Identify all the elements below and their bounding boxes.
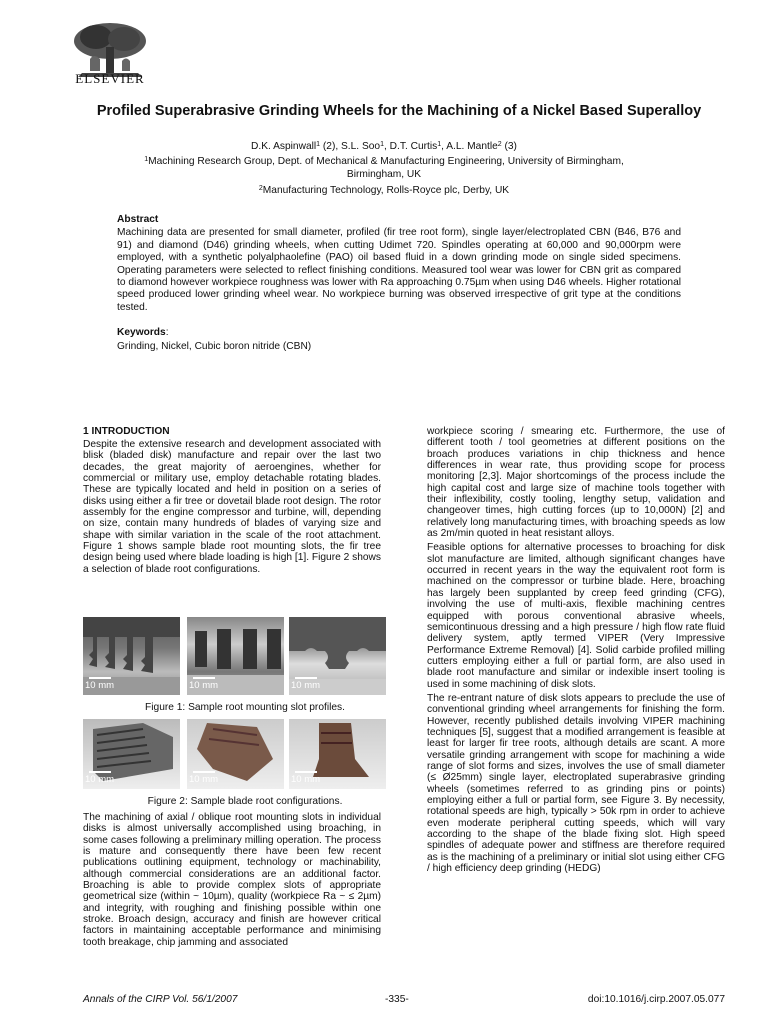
keywords: Keywords: Grinding, Nickel, Cubic boron nitride (CBN): [117, 327, 681, 354]
affiliation-1: $^1$Machining Research Group, Dept. of Mechanical & Manufacturing Engineering, University of Birmingham, Birmingham, UK: [144, 156, 624, 180]
footer-doi: doi:10.1016/j.cirp.2007.05.077: [587, 994, 725, 1005]
paper-title: Profiled Superabrasive Grinding Wheels for the Machining of a Nickel Based Superalloy: [96, 103, 702, 119]
abstract: [117, 214, 681, 314]
affiliation-2: $^2$Manufacturing Technology, Rolls-Royce plc, Derby, UK: [258, 185, 510, 196]
publisher-name: ELSEVIER: [75, 71, 145, 86]
author-line: D.K. Aspinwall$^1$ (2), S.L. Soo$^1$, D.T. Curtis$^1$, A.L. Mantle$^2$ (3): [251, 141, 517, 152]
intro-paragraph-2: The machining of axial / oblique root mounting slots in individual disks is almost universally accomplished using broaching, in some cases following a preliminary milling operation. The process is mature and consequently there have been few recent publications outlining equipment, technology or machinability, although commercial considerations are an additional factor. Broaching is able to provide complex slots of appropriate geometrical size (within ~ 10µm), quality (workpiece Ra ~ ≤ 2µm) and integrity, with roughing and finishing possible within one stroke. Broach design, accuracy and finish are however critical factors in maintaining acceptable performance and minimising tooth breakage, chip jamming and associated: [83, 812, 381, 948]
footer-page-number: -335-: [385, 994, 409, 1005]
figure2-photo-1: 10 mm: [83, 719, 180, 789]
figure2-photo-2: 10 mm: [187, 719, 284, 789]
keywords-heading: Keywords: [117, 327, 166, 338]
figure2-photo-3: 10 mm: [289, 719, 386, 789]
intro-paragraph-4: Feasible options for alternative processes to broaching for disk slot manufacture are limited, although significant changes have occurred in recent years in the way the equivalent root form is machined on the compressor or turbine blade. Here, broaching has largely been supplanted by creep feed grinding (CFG), involving the use of multi-axis, flexible machining centres equipped with porous conventional abrasive wheels, semicontinuous dressing and a high pressure / high flow rate fluid delivery system, aptly termed VIPER (Very Impressive Performance Extreme Removal) [4]. Solid carbide profiled milling cutters employing either a full or partial form, are also used in blade root manufacture and similar or indexible insert tooling is used in some machining of disk slots.: [427, 542, 725, 690]
intro-paragraph-1: Despite the extensive research and development associated with blisk (bladed disk) manufacture and repair over the last two decades, the great majority of aeroengines, whether for commercial or military use, employ detachable rotating blades. These are typically located and held in position on a series of disks using either a fir tree or dovetail blade root design. The rotor assembly for the engine compressor and turbine, will, depending on size, contain many hundreds of blades of varying size and shape with similar variation in the scale of the root attachment. Figure 1 shows sample blade root mounting slots, the fir tree design being used where blade loading is high [1]. Figure 2 shows a selection of blade root configurations.: [83, 439, 381, 575]
abstract-heading: Abstract: [117, 214, 159, 225]
right-column: [427, 426, 725, 874]
figure1-photo-2: 10 mm: [187, 617, 284, 695]
figure1-caption: Figure 1: Sample root mounting slot profiles.: [145, 702, 345, 713]
footer-journal: Annals of the CIRP Vol. 56/1/2007: [83, 994, 238, 1005]
intro-paragraph-3: workpiece scoring / smearing etc. Furthermore, the use of different tooth / tool geometries at different positions on the broach produces variations in chip thickness and hence differences in wear rate, thus providing scope for process monitoring [2,3]. Major shortcomings of the process include the high capital cost and large size of machine tools together with their inflexibility, costly tooling, lengthy setup, validation and changeover times, high cutting forces (up to 10,000N) [2] and relatively long manufacturing times, with broaching speeds as low as 2m/min quoted in heat resistant alloys.: [427, 426, 725, 540]
keywords-text: Grinding, Nickel, Cubic boron nitride (CBN): [117, 341, 312, 353]
figure1-photo-3: 10 mm: [289, 617, 386, 695]
intro-paragraph-5: The re-entrant nature of disk slots appears to preclude the use of conventional grinding wheel arrangements for finishing the form. However, recently published details involving VIPER machining techniques [5], suggest that a modified arrangement is feasible at least for larger fir tree roots, although details are scant. A more versatile grinding arrangement with scope for machining a wide range of slot forms and sizes, involves the use of small diameter (≤ Ø25mm) single layer, electroplated superabrasive grinding wheels (sometimes referred to as grinding pins or points) employing either a full or partial form, see Figure 3. By necessity, rotational speeds are high, typically > 50k rpm in order to achieve even moderate peripheral cutting speeds, which will vary according to the shape of the blade fixing slot. High speed spindles of adequate power and stiffness are therefore required as is the machining of a preliminary or initial slot using either CFG / high efficiency deep grinding (HEDG): [427, 692, 725, 875]
section-heading: 1 INTRODUCTION: [83, 426, 170, 437]
abstract-text: Machining data are presented for small diameter, profiled (fir tree root form), single layer/electroplated CBN (B46, B76 and 91) and diamond (D46) grinding wheels, when cutting Udimet 720. Spindles operating at 60,000 and 90,000rpm were employed, with a synthetic polyalphaolefine (PAO) oil based fluid in a down grinding mode on single sided specimens. Operating parameters were selected to reflect finishing conditions. Measured tool wear was lower for CBN grit as compared to diamond however workpiece roughness was lower with Ra approaching 0.75µm when using D46 wheels. Higher rotational speed produced lower grinding wheel wear. No workpiece burning was observed irrespective of grit type at the conditions tested.: [117, 227, 681, 313]
figure1-photo-1: 10 mm: [83, 617, 180, 695]
figure2-caption: Figure 2: Sample blade root configurations.: [147, 796, 343, 807]
